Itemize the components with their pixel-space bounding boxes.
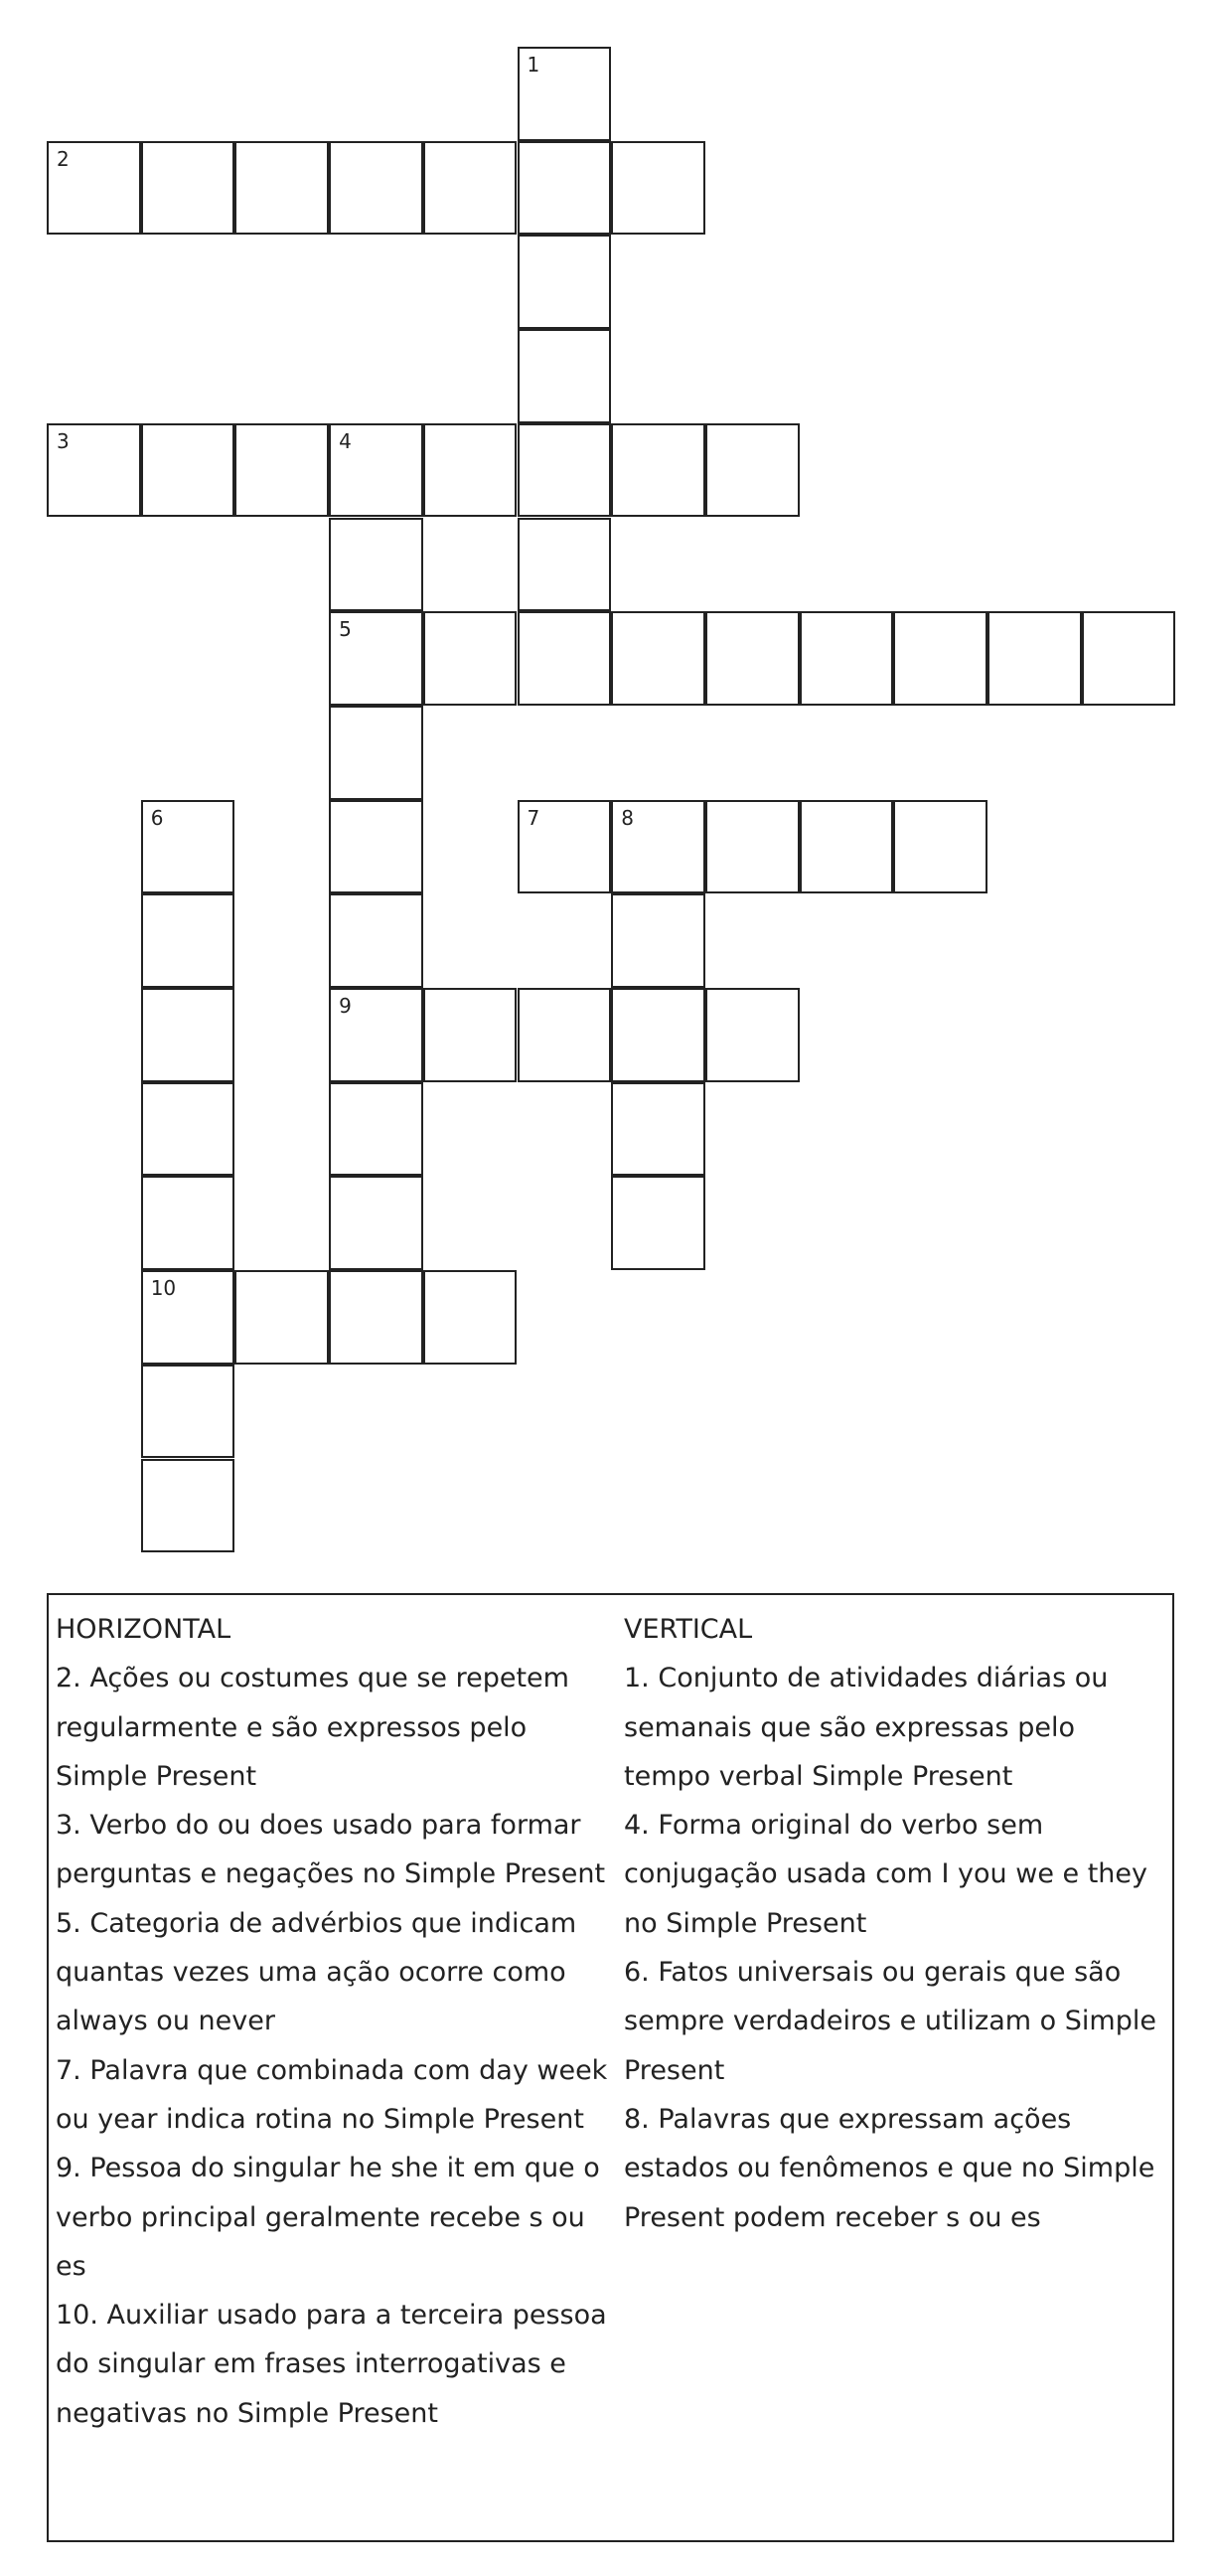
crossword-cell-5[interactable] <box>329 611 423 706</box>
crossword-cell[interactable] <box>611 423 705 518</box>
crossword-cell[interactable] <box>141 423 235 518</box>
crossword-cell[interactable] <box>518 988 612 1082</box>
clue-number: 1 <box>527 53 540 77</box>
crossword-cell[interactable] <box>705 611 800 706</box>
crossword-cell[interactable] <box>611 1176 705 1270</box>
crossword-cell[interactable] <box>329 706 423 800</box>
crossword-cell-9[interactable] <box>329 988 423 1082</box>
crossword-cell[interactable] <box>518 329 612 423</box>
vertical-heading: VERTICAL <box>624 1614 753 1645</box>
crossword-cell[interactable] <box>518 423 612 518</box>
crossword-cell[interactable] <box>329 1270 423 1365</box>
crossword-cell-1[interactable] <box>518 47 612 141</box>
clue-across-7: 7. Palavra que combinada com day week ou year indica rotina no Simple Present <box>56 2054 608 2135</box>
crossword-cell[interactable] <box>705 800 800 894</box>
clue-down-1: 1. Conjunto de atividades diárias ou semanais que são expressas pelo tempo verbal Simple Present <box>624 1663 1109 1792</box>
crossword-cell-3[interactable] <box>47 423 141 518</box>
crossword-cell[interactable] <box>234 1270 329 1365</box>
crossword-cell[interactable] <box>423 423 518 518</box>
clue-number: 10 <box>150 1276 177 1301</box>
crossword-cell[interactable] <box>141 141 235 236</box>
clue-down-6: 6. Fatos universais ou gerais que são sempre verdadeiros e utilizam o Simple Present <box>624 1957 1156 2086</box>
crossword-cell[interactable] <box>893 611 987 706</box>
crossword-cell[interactable] <box>611 141 705 236</box>
crossword-cell[interactable] <box>423 141 518 236</box>
crossword-cell[interactable] <box>518 518 612 612</box>
clue-across-9: 9. Pessoa do singular he she it em que o verbo principal geralmente recebe s ou es <box>56 2153 600 2282</box>
crossword-cell-6[interactable] <box>141 800 235 894</box>
crossword-cell[interactable] <box>329 1082 423 1177</box>
crossword-cell[interactable] <box>329 893 423 988</box>
crossword-cell[interactable] <box>518 141 612 236</box>
clue-number: 5 <box>339 617 352 642</box>
crossword-cell[interactable] <box>611 1082 705 1177</box>
crossword-cell[interactable] <box>423 1270 518 1365</box>
crossword-cell[interactable] <box>141 1365 235 1459</box>
horizontal-clues-column <box>56 1605 612 2438</box>
clue-across-5: 5. Categoria de advérbios que indicam quantas vezes uma ação ocorre como always ou never <box>56 1907 577 2037</box>
crossword-cell[interactable] <box>705 423 800 518</box>
clue-across-10: 10. Auxiliar usado para a terceira pessoa do singular em frases interrogativas e negativas no Simple Present <box>56 2300 607 2429</box>
crossword-cell[interactable] <box>329 1176 423 1270</box>
crossword-cell[interactable] <box>893 800 987 894</box>
horizontal-heading: HORIZONTAL <box>56 1614 231 1645</box>
clue-number: 9 <box>339 994 352 1018</box>
clue-down-4: 4. Forma original do verbo sem conjugação usada com I you we e they no Simple Present <box>624 1810 1148 1939</box>
crossword-cell-10[interactable] <box>141 1270 235 1365</box>
clue-number: 8 <box>621 805 634 830</box>
crossword-cell[interactable] <box>518 611 612 706</box>
crossword-cell-4[interactable] <box>329 423 423 518</box>
clue-number: 7 <box>527 805 540 830</box>
clue-number: 4 <box>339 428 352 453</box>
crossword-cell[interactable] <box>611 893 705 988</box>
crossword-cell[interactable] <box>329 800 423 894</box>
crossword-cell[interactable] <box>423 988 518 1082</box>
vertical-clues-column <box>624 1605 1165 2242</box>
clue-across-3: 3. Verbo do ou does usado para formar perguntas e negações no Simple Present <box>56 1810 606 1890</box>
crossword-cell-8[interactable] <box>611 800 705 894</box>
clues-box <box>47 1593 1174 2542</box>
crossword-cell[interactable] <box>141 1459 235 1553</box>
crossword-cell[interactable] <box>329 141 423 236</box>
crossword-cell[interactable] <box>705 988 800 1082</box>
crossword-cell[interactable] <box>1082 611 1176 706</box>
crossword-cell[interactable] <box>423 611 518 706</box>
crossword-cell[interactable] <box>611 611 705 706</box>
crossword-cell[interactable] <box>800 800 894 894</box>
clue-number: 3 <box>57 428 70 453</box>
crossword-cell[interactable] <box>141 1082 235 1177</box>
crossword-cell[interactable] <box>234 423 329 518</box>
clue-number: 2 <box>57 146 70 171</box>
crossword-cell[interactable] <box>141 893 235 988</box>
crossword-cell-7[interactable] <box>518 800 612 894</box>
crossword-cell[interactable] <box>141 988 235 1082</box>
crossword-cell[interactable] <box>611 988 705 1082</box>
clue-number: 6 <box>150 805 164 830</box>
crossword-cell[interactable] <box>141 1176 235 1270</box>
crossword-cell[interactable] <box>987 611 1082 706</box>
crossword-cell-2[interactable] <box>47 141 141 236</box>
crossword-cell[interactable] <box>518 235 612 329</box>
crossword-cell[interactable] <box>800 611 894 706</box>
clue-down-8: 8. Palavras que expressam ações estados ou fenômenos e que no Simple Present podem receber s ou es <box>624 2103 1155 2233</box>
clue-across-2: 2. Ações ou costumes que se repetem regularmente e são expressos pelo Simple Present <box>56 1663 569 1792</box>
crossword-cell[interactable] <box>234 141 329 236</box>
crossword-cell[interactable] <box>329 518 423 612</box>
